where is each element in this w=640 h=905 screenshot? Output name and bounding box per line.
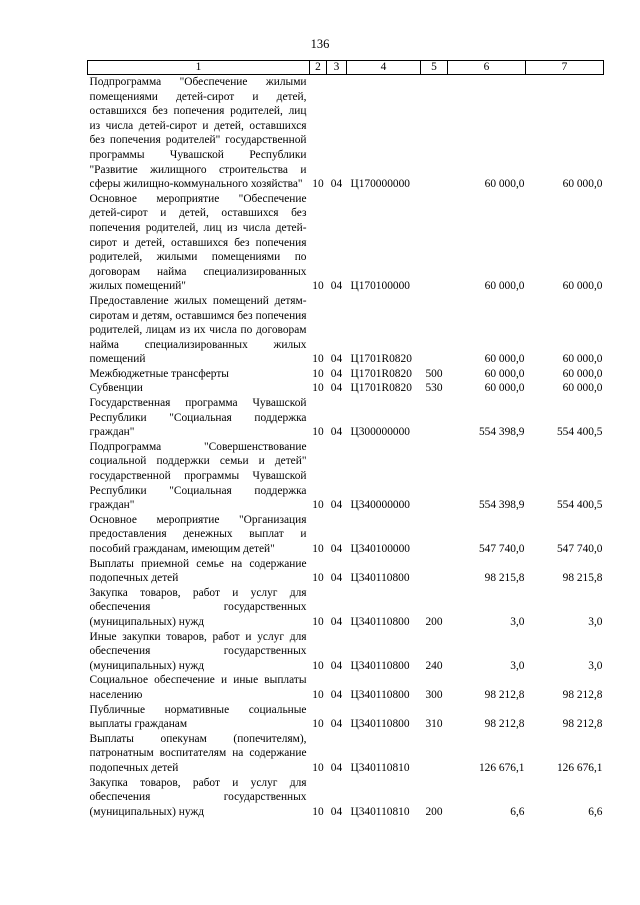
row-section: 10 bbox=[312, 280, 324, 293]
row-amount-1: 60 000,0 bbox=[484, 353, 525, 366]
row-target-code: Ц1701R0820 bbox=[350, 382, 412, 395]
row-expense-type: 200 bbox=[425, 615, 443, 628]
row-section: 10 bbox=[312, 367, 324, 380]
row-target-code: Ц1701R0820 bbox=[350, 367, 412, 380]
row-amount-1: 98 212,8 bbox=[484, 718, 525, 731]
row-expense-type: 530 bbox=[425, 382, 443, 395]
row-target-code: Ц340110810 bbox=[350, 761, 410, 774]
table-row bbox=[88, 367, 604, 382]
row-target-code: Ц340110800 bbox=[350, 688, 410, 701]
row-name: Иные закупки товаров, работ и услуг для обеспечения государственных (муниципальных) нужд bbox=[89, 630, 307, 672]
row-subsection: 04 bbox=[330, 426, 343, 439]
row-expense-type: 300 bbox=[425, 688, 443, 701]
row-section: 10 bbox=[312, 543, 324, 555]
row-target-code: Ц340100000 bbox=[350, 543, 410, 555]
row-subsection: 04 bbox=[330, 761, 343, 774]
table-row bbox=[88, 776, 604, 820]
table-row bbox=[88, 732, 604, 776]
row-amount-1: 126 676,1 bbox=[478, 761, 525, 774]
table-row bbox=[88, 586, 604, 630]
row-amount-2: 6,6 bbox=[588, 805, 603, 818]
row-subsection: 04 bbox=[330, 659, 343, 672]
row-subsection: 04 bbox=[330, 382, 343, 395]
table-row bbox=[88, 192, 604, 294]
table-row bbox=[88, 381, 604, 396]
row-expense-type: 310 bbox=[425, 718, 443, 731]
row-section: 10 bbox=[312, 718, 324, 731]
col-header-section: 2 bbox=[310, 61, 327, 75]
table-row bbox=[88, 294, 604, 367]
row-name: Публичные нормативные социальные выплаты гражданам bbox=[89, 703, 307, 731]
row-subsection: 04 bbox=[330, 572, 343, 585]
table-row bbox=[88, 396, 604, 440]
row-amount-1: 98 212,8 bbox=[484, 688, 525, 701]
row-section: 10 bbox=[312, 353, 324, 366]
row-section: 10 bbox=[312, 499, 324, 512]
row-name: Выплаты опекунам (попечителям), патронатным воспитателям на содержание подопечных детей bbox=[89, 732, 307, 774]
table-row bbox=[88, 75, 604, 192]
row-target-code: Ц340110810 bbox=[350, 805, 410, 818]
table-row bbox=[88, 513, 604, 557]
row-amount-1: 554 398,9 bbox=[478, 499, 525, 512]
table-row bbox=[88, 557, 604, 586]
row-target-code: Ц340110800 bbox=[350, 615, 410, 628]
row-amount-1: 98 215,8 bbox=[484, 572, 525, 585]
row-subsection: 04 bbox=[330, 543, 343, 555]
row-name: Закупка товаров, работ и услуг для обеспечения государственных (муниципальных) нужд bbox=[89, 586, 307, 628]
row-name: Подпрограмма "Совершенствование социальной поддержки семьи и детей" государственной программы Чувашской Республики "Социальная поддержка граждан" bbox=[89, 440, 307, 512]
row-amount-2: 60 000,0 bbox=[562, 367, 603, 380]
row-target-code: Ц340110800 bbox=[350, 572, 410, 585]
table-row bbox=[88, 440, 604, 513]
row-section: 10 bbox=[312, 805, 324, 818]
row-target-code: Ц340110800 bbox=[350, 718, 410, 731]
row-subsection: 04 bbox=[330, 178, 343, 191]
row-section: 10 bbox=[312, 572, 324, 585]
header-row bbox=[88, 61, 604, 75]
row-subsection: 04 bbox=[330, 280, 343, 293]
row-amount-2: 3,0 bbox=[588, 659, 603, 672]
row-section: 10 bbox=[312, 382, 324, 395]
row-expense-type bbox=[421, 440, 448, 513]
budget-table bbox=[87, 60, 604, 819]
row-amount-1: 3,0 bbox=[510, 615, 525, 628]
row-amount-1: 60 000,0 bbox=[484, 382, 525, 395]
row-name: Подпрограмма "Обеспечение жилыми помещениями детей-сирот и детей, оставшихся без попечения родителей, лиц из числа детей-сирот и детей, оставшихся без попечения родителей" государственной программы Чувашской Республики "Развитие жилищного строительства и сферы жилищно-коммунального хозяйства" bbox=[89, 76, 307, 191]
row-amount-1: 3,0 bbox=[510, 659, 525, 672]
row-subsection: 04 bbox=[330, 353, 343, 366]
row-subsection: 04 bbox=[330, 805, 343, 818]
row-expense-type bbox=[421, 294, 448, 367]
row-expense-type bbox=[421, 192, 448, 294]
table-row bbox=[88, 673, 604, 702]
row-target-code: Ц170100000 bbox=[350, 280, 410, 293]
row-target-code: Ц170000000 bbox=[350, 178, 410, 191]
col-header-amount-2: 7 bbox=[526, 61, 604, 75]
row-subsection: 04 bbox=[330, 499, 343, 512]
row-expense-type bbox=[421, 557, 448, 586]
row-expense-type bbox=[421, 513, 448, 557]
row-amount-1: 60 000,0 bbox=[484, 367, 525, 380]
row-amount-2: 60 000,0 bbox=[562, 353, 603, 366]
row-target-code: Ц340000000 bbox=[350, 499, 410, 512]
row-amount-2: 554 400,5 bbox=[556, 426, 603, 439]
col-header-amount-1: 6 bbox=[448, 61, 526, 75]
row-name: Межбюджетные трансферты bbox=[89, 367, 229, 380]
row-name: Субвенции bbox=[89, 382, 143, 395]
table-row bbox=[88, 703, 604, 732]
row-section: 10 bbox=[312, 615, 324, 628]
row-target-code: Ц1701R0820 bbox=[350, 353, 412, 366]
row-amount-2: 554 400,5 bbox=[556, 499, 603, 512]
row-amount-1: 60 000,0 bbox=[484, 178, 525, 191]
row-amount-2: 98 215,8 bbox=[562, 572, 603, 585]
row-amount-2: 98 212,8 bbox=[562, 688, 603, 701]
row-name: Социальное обеспечение и иные выплаты населению bbox=[89, 674, 307, 701]
row-expense-type: 200 bbox=[425, 805, 443, 818]
row-expense-type bbox=[421, 396, 448, 440]
row-amount-1: 60 000,0 bbox=[484, 280, 525, 293]
row-section: 10 bbox=[312, 659, 324, 672]
row-expense-type bbox=[421, 732, 448, 776]
row-subsection: 04 bbox=[330, 367, 343, 380]
row-amount-2: 547 740,0 bbox=[556, 543, 603, 555]
row-target-code: Ц300000000 bbox=[350, 426, 410, 439]
row-expense-type bbox=[421, 75, 448, 192]
row-amount-1: 547 740,0 bbox=[478, 543, 525, 555]
row-amount-2: 60 000,0 bbox=[562, 178, 603, 191]
row-amount-2: 98 212,8 bbox=[562, 718, 603, 731]
row-expense-type: 240 bbox=[425, 659, 443, 672]
row-subsection: 04 bbox=[330, 615, 343, 628]
row-name: Закупка товаров, работ и услуг для обеспечения государственных (муниципальных) нужд bbox=[89, 776, 307, 818]
row-name: Государственная программа Чувашской Республики "Социальная поддержка граждан" bbox=[89, 397, 307, 439]
row-amount-1: 554 398,9 bbox=[478, 426, 525, 439]
row-amount-2: 3,0 bbox=[588, 615, 603, 628]
row-amount-2: 126 676,1 bbox=[556, 761, 603, 774]
row-amount-1: 6,6 bbox=[510, 805, 525, 818]
col-header-subsection: 3 bbox=[327, 61, 347, 75]
row-subsection: 04 bbox=[330, 688, 343, 701]
row-name: Предоставление жилых помещений детям-сиротам и детям, оставшимся без попечения родителей, лицам из их числа по договорам найма специализированных жилых помещений bbox=[89, 294, 307, 366]
row-name: Основное мероприятие "Организация предоставления денежных выплат и пособий гражданам, имеющим детей" bbox=[89, 513, 307, 555]
row-section: 10 bbox=[312, 761, 324, 774]
col-header-target-code: 4 bbox=[347, 61, 421, 75]
row-amount-2: 60 000,0 bbox=[562, 280, 603, 293]
row-section: 10 bbox=[312, 426, 324, 439]
col-header-name: 1 bbox=[88, 61, 310, 75]
row-target-code: Ц340110800 bbox=[350, 659, 410, 672]
row-name: Выплаты приемной семье на содержание подопечных детей bbox=[89, 557, 307, 585]
row-expense-type: 500 bbox=[425, 367, 443, 380]
col-header-expense-type: 5 bbox=[421, 61, 448, 75]
row-name: Основное мероприятие "Обеспечение детей-сирот и детей, оставшихся без попечения родителей, лиц из числа детей-сирот и детей, оставшихся без попечения родителей, жилыми помещениями по договорам найма специализированных жилых помещений" bbox=[89, 192, 307, 293]
row-section: 10 bbox=[312, 688, 324, 701]
row-section: 10 bbox=[312, 178, 324, 191]
row-amount-2: 60 000,0 bbox=[562, 382, 603, 395]
page-number: 136 bbox=[310, 37, 330, 51]
table-row bbox=[88, 630, 604, 674]
row-subsection: 04 bbox=[330, 718, 343, 731]
